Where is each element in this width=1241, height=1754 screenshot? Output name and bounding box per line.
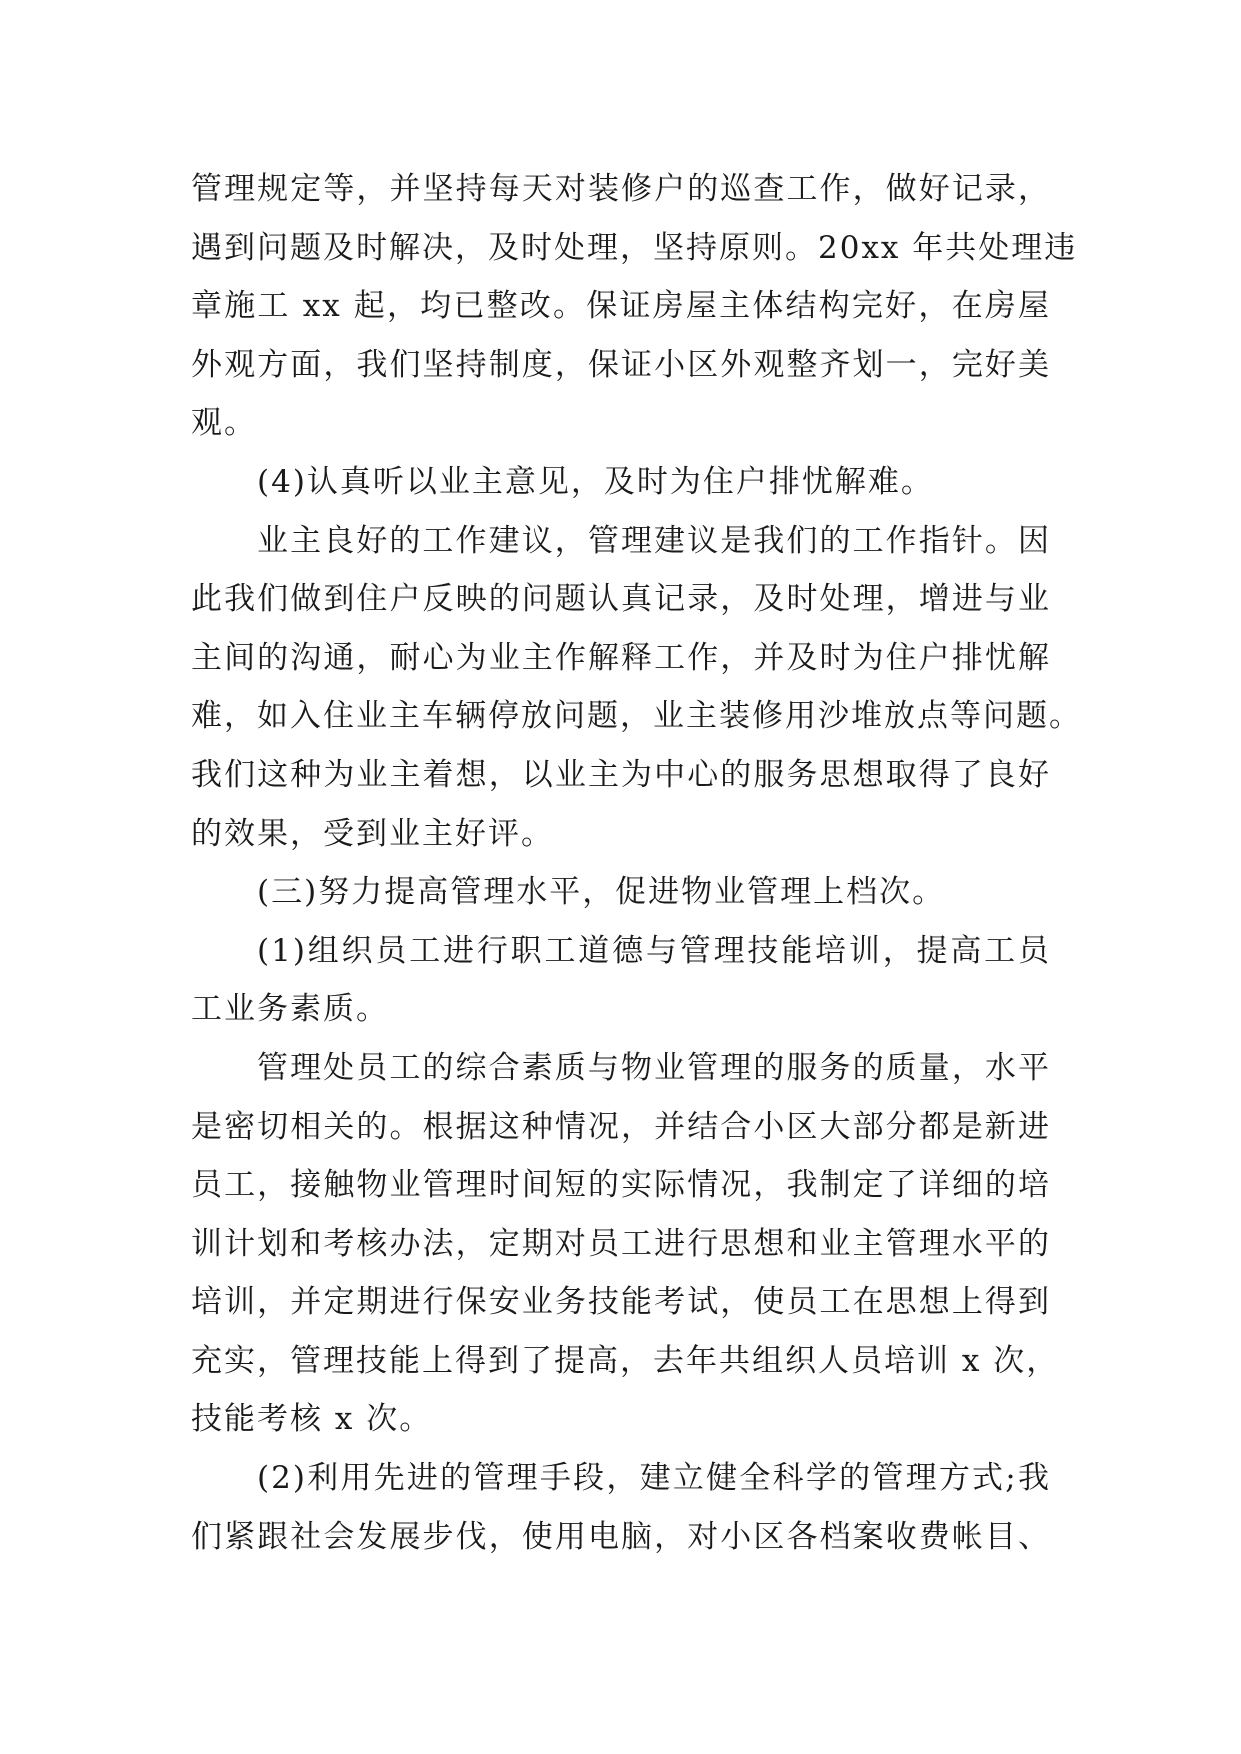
text-line: 充实，管理技能上得到了提高，去年共组织人员培训 x 次， — [191, 1342, 1060, 1379]
text-line: 的效果，受到业主好评。 — [191, 815, 554, 852]
text-line: 们紧跟社会发展步伐，使用电脑，对小区各档案收费帐目、 — [191, 1518, 1051, 1555]
text-line: 是密切相关的。根据这种情况，并结合小区大部分都是新进 — [191, 1108, 1051, 1145]
text-line: (2)利用先进的管理手段，建立健全科学的管理方式;我 — [257, 1460, 1051, 1497]
body-text — [191, 160, 1082, 1566]
text-line: 训计划和考核办法，定期对员工进行思想和业主管理水平的 — [191, 1225, 1051, 1262]
text-line: 难，如入住业主车辆停放问题，业主装修用沙堆放点等问题。 — [191, 698, 1082, 735]
text-line: 我们这种为业主着想，以业主为中心的服务思想取得了良好 — [191, 756, 1051, 793]
text-line: 技能考核 x 次。 — [191, 1401, 433, 1438]
text-line: 管理处员工的综合素质与物业管理的服务的质量，水平 — [257, 1049, 1051, 1086]
text-line: 培训，并定期进行保安业务技能考试，使员工在思想上得到 — [191, 1284, 1051, 1321]
text-line: (1)组织员工进行职工道德与管理技能培训，提高工员 — [257, 932, 1051, 969]
text-line: 管理规定等，并坚持每天对装修户的巡查工作，做好记录， — [191, 171, 1051, 207]
text-line: 员工，接触物业管理时间短的实际情况，我制定了详细的培 — [191, 1167, 1051, 1204]
text-line: 外观方面，我们坚持制度，保证小区外观整齐划一，完好美 — [191, 346, 1051, 383]
text-line: 此我们做到住户反映的问题认真记录，及时处理，增进与业 — [191, 581, 1051, 618]
text-line: 工业务素质。 — [191, 991, 389, 1028]
text-line: 章施工 xx 起，均已整改。保证房屋主体结构完好，在房屋 — [191, 288, 1051, 325]
text-line: 业主良好的工作建议，管理建议是我们的工作指针。因 — [257, 522, 1051, 559]
text-line: 观。 — [191, 405, 257, 442]
text-line: (4)认真听以业主意见，及时为住户排忧解难。 — [257, 463, 934, 500]
text-line: 遇到问题及时解决，及时处理，坚持原则。20xx 年共处理违 — [191, 229, 1078, 266]
section-heading: (三)努力提高管理水平，促进物业管理上档次。 — [257, 874, 946, 911]
text-line: 主间的沟通，耐心为业主作解释工作，并及时为住户排忧解 — [191, 639, 1051, 676]
